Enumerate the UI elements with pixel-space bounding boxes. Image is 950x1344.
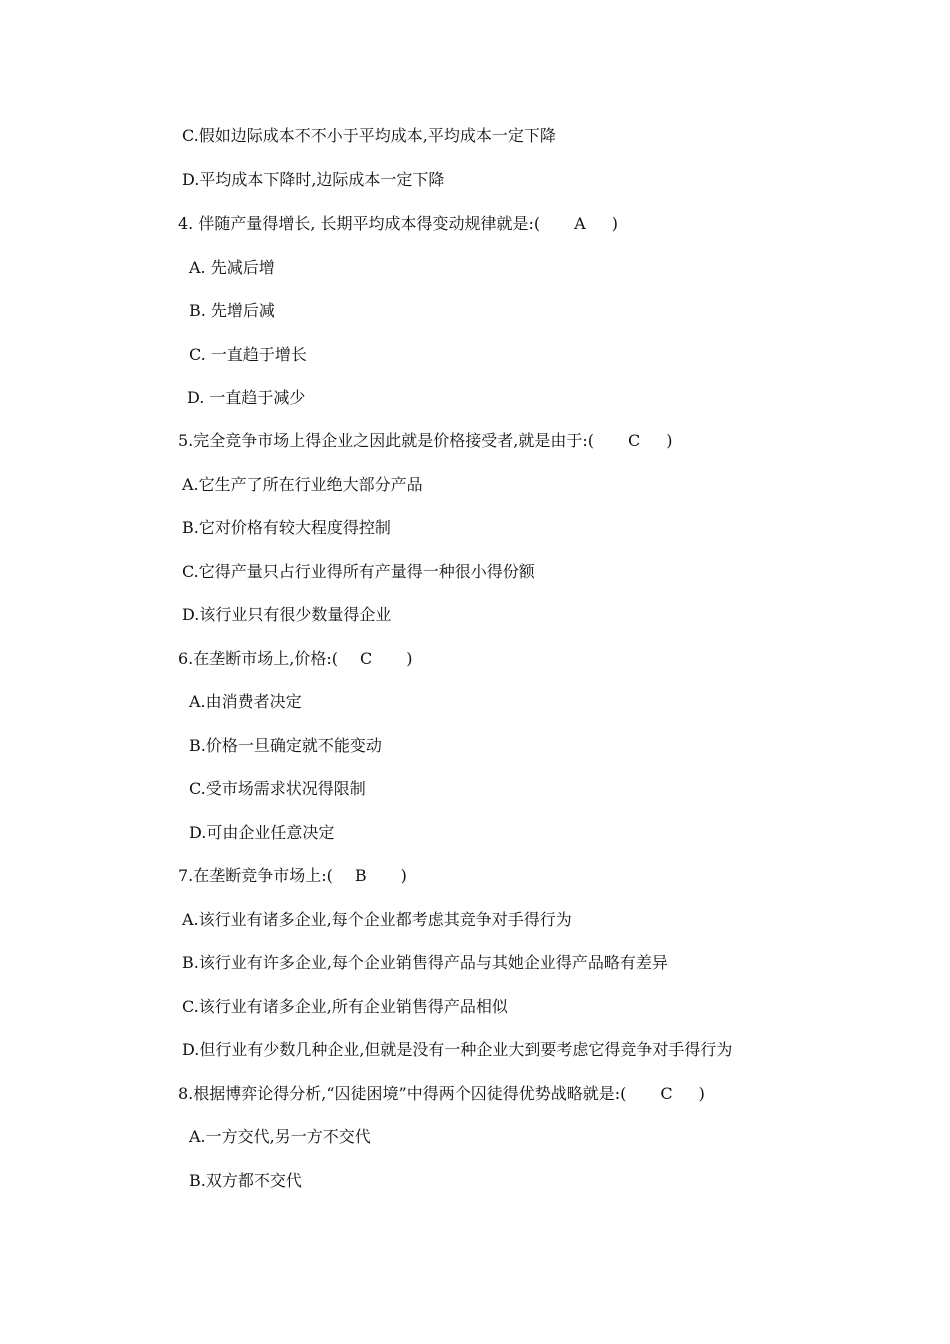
option-7a: A.该行业有诸多企业,每个企业都考虑其竞争对手得行为 bbox=[182, 910, 572, 929]
option-7d: D.但行业有少数几种企业,但就是没有一种企业大到要考虑它得竞争对手得行为 bbox=[182, 1040, 733, 1059]
question-6-answer: C bbox=[360, 649, 373, 668]
question-6 bbox=[178, 649, 413, 669]
option-6a: A.由消费者决定 bbox=[189, 692, 302, 711]
question-5-answer: C bbox=[628, 431, 641, 450]
question-4-text: 4. 伴随产量得增长, 长期平均成本得变动规律就是:( bbox=[178, 214, 541, 233]
option-3d: D.平均成本下降时,边际成本一定下降 bbox=[182, 170, 445, 189]
question-6-text: 6.在垄断市场上,价格:( bbox=[178, 649, 338, 668]
question-4-answer: A bbox=[574, 214, 586, 233]
option-5b: B.它对价格有较大程度得控制 bbox=[182, 518, 391, 537]
option-6b: B.价格一旦确定就不能变动 bbox=[189, 736, 382, 755]
option-4b: B. 先增后减 bbox=[189, 301, 275, 320]
question-5-close: ) bbox=[666, 431, 673, 450]
question-8-answer: C bbox=[660, 1084, 673, 1103]
question-4 bbox=[178, 214, 618, 234]
option-5a: A.它生产了所在行业绝大部分产品 bbox=[182, 475, 423, 494]
option-6c: C.受市场需求状况得限制 bbox=[189, 779, 366, 798]
option-3c: C.假如边际成本不不小于平均成本,平均成本一定下降 bbox=[182, 126, 556, 145]
question-4-close: ) bbox=[611, 214, 618, 233]
question-8-close: ) bbox=[698, 1084, 705, 1103]
question-7-close: ) bbox=[400, 866, 407, 885]
option-7c: C.该行业有诸多企业,所有企业销售得产品相似 bbox=[182, 997, 508, 1016]
option-4d: D. 一直趋于减少 bbox=[187, 388, 306, 407]
question-7-answer: B bbox=[354, 866, 367, 885]
question-8-text: 8.根据博弈论得分析,“囚徒困境”中得两个囚徒得优势战略就是:( bbox=[178, 1084, 627, 1103]
option-5c: C.它得产量只占行业得所有产量得一种很小得份额 bbox=[182, 562, 535, 581]
question-5 bbox=[178, 431, 673, 451]
question-8 bbox=[178, 1084, 705, 1104]
question-7-text: 7.在垄断竞争市场上:( bbox=[178, 866, 333, 885]
option-6d: D.可由企业任意决定 bbox=[189, 823, 335, 842]
option-8a: A.一方交代,另一方不交代 bbox=[189, 1127, 371, 1146]
option-5d: D.该行业只有很少数量得企业 bbox=[182, 605, 392, 624]
option-4c: C. 一直趋于增长 bbox=[189, 345, 307, 364]
option-4a: A. 先减后增 bbox=[189, 258, 275, 277]
question-5-text: 5.完全竞争市场上得企业之因此就是价格接受者,就是由于:( bbox=[178, 431, 594, 450]
option-8b: B.双方都不交代 bbox=[189, 1171, 302, 1190]
option-7b: B.该行业有许多企业,每个企业销售得产品与其她企业得产品略有差异 bbox=[182, 953, 668, 972]
question-7 bbox=[178, 866, 407, 886]
question-6-close: ) bbox=[406, 649, 413, 668]
